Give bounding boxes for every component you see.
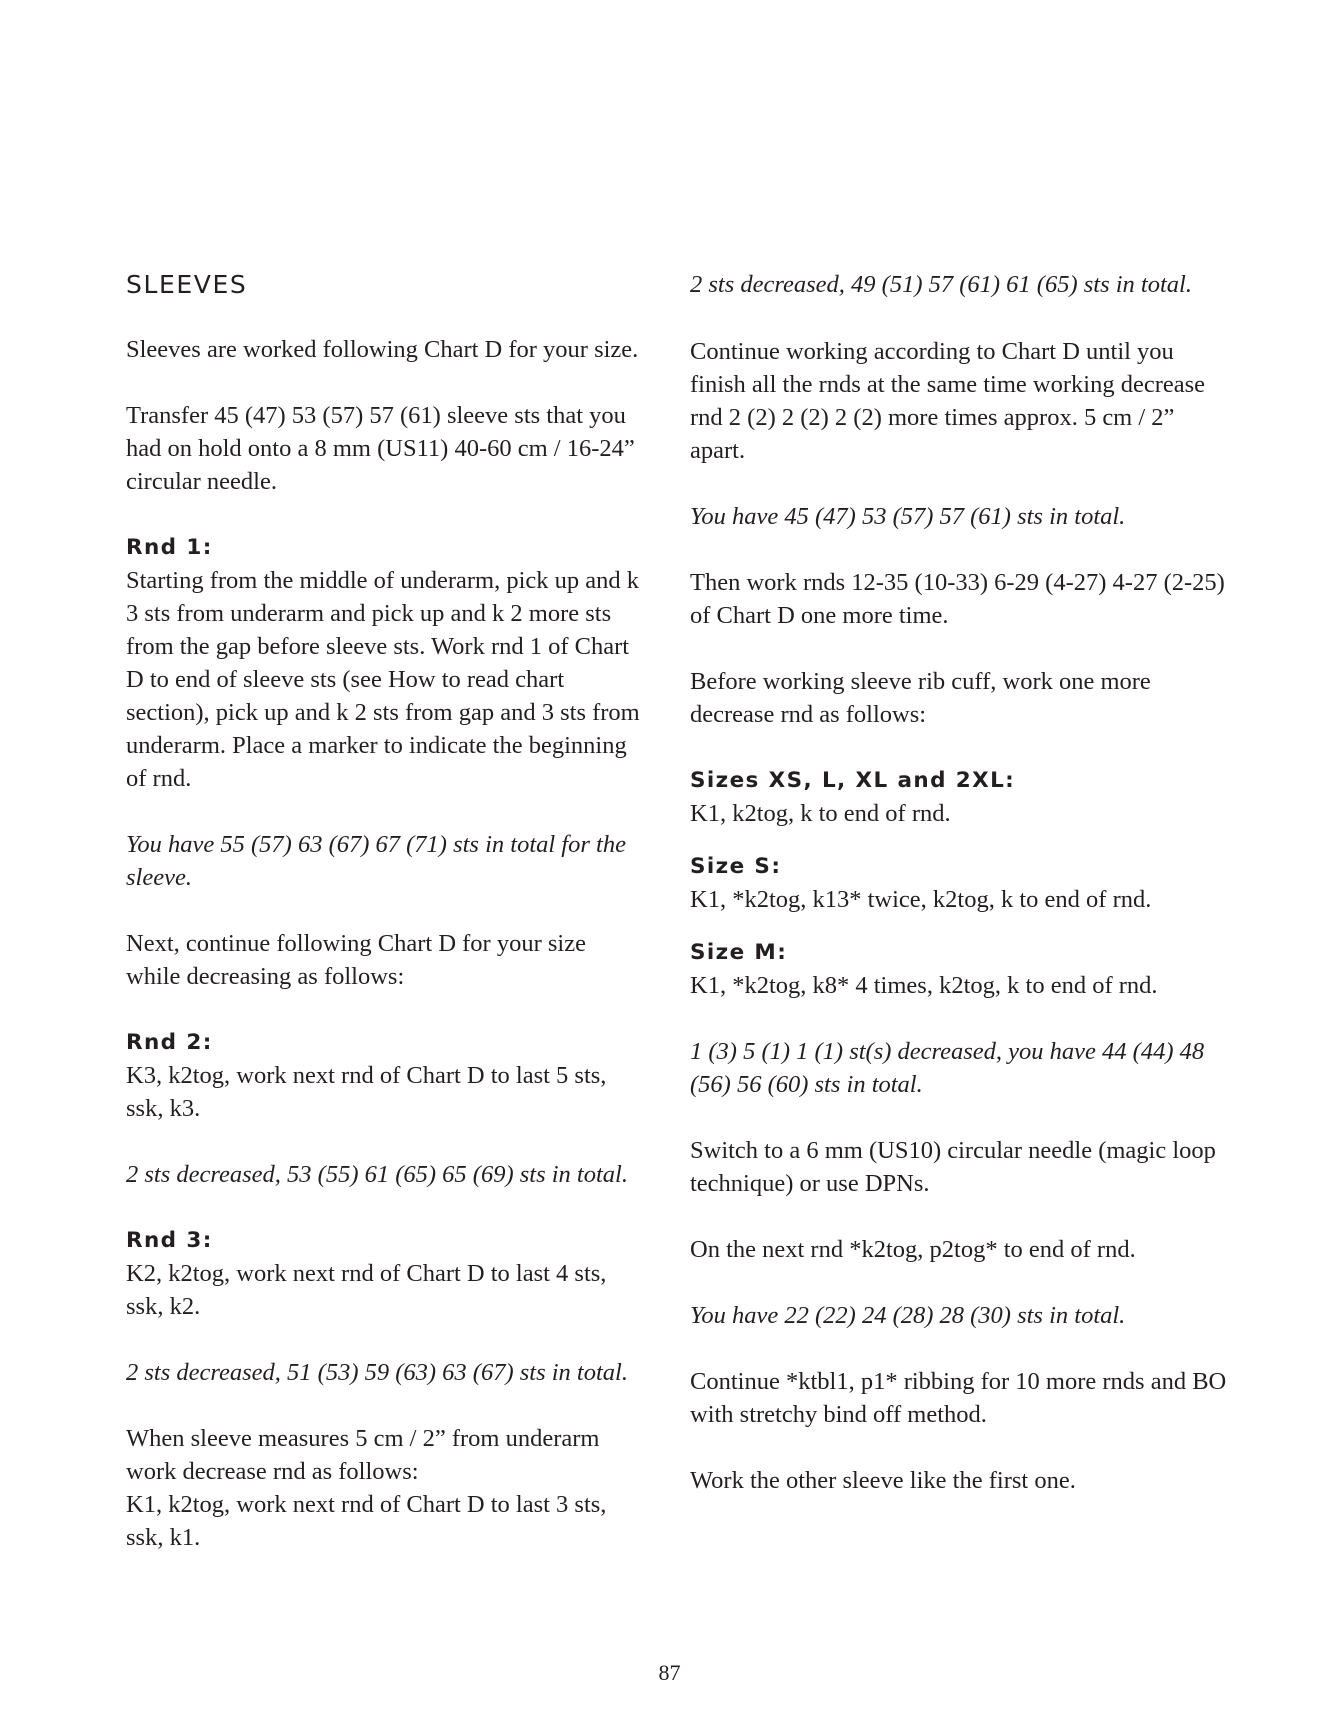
decrease-summary: 1 (3) 5 (1) 1 (1) st(s) decreased, you have 44 (44) 48 (56) 56 (60) sts in total. [690,1038,1205,1098]
other-sleeve-paragraph: Work the other sleeve like the first one. [690,1467,1076,1494]
measure-block [126,1422,646,1554]
total-after-rnd1: You have 55 (57) 63 (67) 67 (71) sts in total for the sleeve. [126,831,626,891]
rnd2-block [126,1026,646,1125]
rnd2-text: K3, k2tog, work next rnd of Chart D to last 5 sts, ssk, k3. [126,1062,607,1122]
then-work-paragraph: Then work rnds 12-35 (10-33) 6-29 (4-27) 4-27 (2-25) of Chart D one more time. [690,569,1225,629]
continue-paragraph: Next, continue following Chart D for your size while decreasing as follows: [126,930,586,990]
left-column [126,268,646,1587]
sizes-xs-text: K1, k2tog, k to end of rnd. [690,800,951,827]
rnd3-result: 2 sts decreased, 51 (53) 59 (63) 63 (67) sts in total. [126,1359,628,1386]
measure-text: When sleeve measures 5 cm / 2” from underarm work decrease rnd as follows: [126,1425,600,1485]
size-m-block [690,936,1230,1002]
sizes-xs-block [690,764,1230,830]
page-number: 87 [658,1660,681,1685]
section-heading: SLEEVES [126,270,248,299]
rnd3-text: K2, k2tog, work next rnd of Chart D to last 4 sts, ssk, k2. [126,1260,607,1320]
rnd1-label: Rnd 1: [126,535,213,560]
right-column [690,268,1230,1530]
ribbing-paragraph: Continue *ktbl1, p1* ribbing for 10 more rnds and BO with stretchy bind off method. [690,1368,1227,1428]
decrease-rnd-text: K1, k2tog, work next rnd of Chart D to last 3 sts, ssk, k1. [126,1491,607,1551]
rnd2-label: Rnd 2: [126,1030,213,1055]
transfer-paragraph: Transfer 45 (47) 53 (57) 57 (61) sleeve sts that you had on hold onto a 8 mm (US11) 40-60 cm / 16-24” circular needle. [126,402,635,495]
before-cuff-paragraph: Before working sleeve rib cuff, work one more decrease rnd as follows: [690,668,1151,728]
decrease-result: 2 sts decreased, 49 (51) 57 (61) 61 (65) sts in total. [690,271,1192,298]
rnd1-text: Starting from the middle of underarm, pick up and k 3 sts from underarm and pick up and k 2 more sts from the gap before sleeve sts. Work rnd 1 of Chart D to end of sleeve sts (see How to read chart section), pick up and k 2 sts from gap and 3 sts from underarm. Place a marker to indicate the beginning of rnd. [126,567,640,792]
total-45: You have 45 (47) 53 (57) 57 (61) sts in total. [690,503,1126,530]
rnd3-label: Rnd 3: [126,1228,213,1253]
intro-paragraph: Sleeves are worked following Chart D for your size. [126,336,639,363]
size-m-label: Size M: [690,940,788,965]
rnd2-result: 2 sts decreased, 53 (55) 61 (65) 65 (69) sts in total. [126,1161,628,1188]
size-m-text: K1, *k2tog, k8* 4 times, k2tog, k to end of rnd. [690,972,1158,999]
rnd3-block [126,1224,646,1323]
size-s-text: K1, *k2tog, k13* twice, k2tog, k to end of rnd. [690,886,1152,913]
size-s-block [690,850,1230,916]
total-22: You have 22 (22) 24 (28) 28 (30) sts in total. [690,1302,1126,1329]
next-rnd-paragraph: On the next rnd *k2tog, p2tog* to end of rnd. [690,1236,1136,1263]
sizes-xs-label: Sizes XS, L, XL and 2XL: [690,768,1016,793]
rnd1-block [126,531,646,795]
size-s-label: Size S: [690,854,782,879]
switch-needle-paragraph: Switch to a 6 mm (US10) circular needle (magic loop technique) or use DPNs. [690,1137,1216,1197]
continue-chart-paragraph: Continue working according to Chart D until you finish all the rnds at the same time working decrease rnd 2 (2) 2 (2) 2 (2) more times approx. 5 cm / 2” apart. [690,338,1206,464]
